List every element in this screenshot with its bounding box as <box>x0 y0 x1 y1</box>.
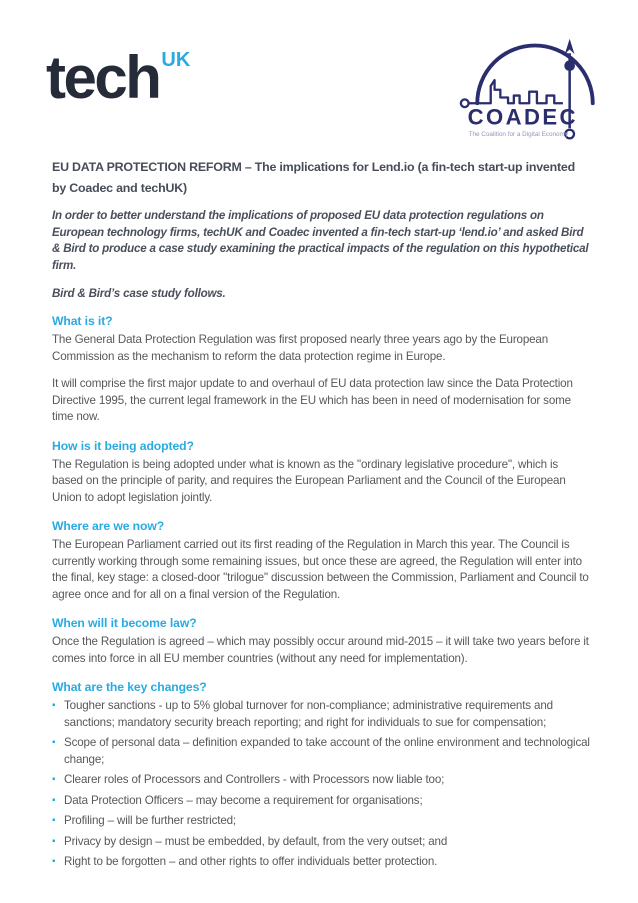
coadec-dome-arc <box>477 46 593 104</box>
sections <box>52 314 590 871</box>
paragraph: The European Parliament carried out its first reading of the Regulation in March this year. The Council is currently working through some remaining issues, but once these are agreed, the Regulation will enter into the final, key stage: a closed-door "trilogue" discussion between the Commission, Parliament and Council to agree once and for all on a final version of the Regulation. <box>52 538 589 601</box>
section-heading: Where are we now? <box>52 519 165 533</box>
bullet-item: ▪ Data Protection Officers – may become a requirement for organisations; <box>52 793 590 810</box>
paragraph: The Regulation is being adopted under what is known as the "ordinary legislative procedure", which is based on the principle of parity, and requires the European Parliament and the Council of the European Union to adopt legislation jointly. <box>52 457 566 504</box>
section-body <box>52 332 590 426</box>
coadec-pen-nib-icon <box>565 39 575 54</box>
bullet-item: ▪ Profiling – will be further restricted; <box>52 813 590 830</box>
bullet-item: ▪ Scope of personal data – definition expanded to take account of the online environment and technological change; <box>52 735 590 768</box>
techuk-logo-text: tech <box>46 44 160 111</box>
section-body <box>52 634 590 667</box>
coadec-clock-icon <box>564 60 575 71</box>
section-body <box>52 698 590 871</box>
paragraph: It will comprise the first major update to and overhaul of EU data protection law since the Data Protection Directive 1995, the current legal framework in the EU which has been in need of modernisation for some time now. <box>52 377 573 423</box>
document-section <box>52 314 590 426</box>
coadec-logo-text: COADEC <box>467 104 578 130</box>
document-section <box>52 439 590 507</box>
techuk-logo-superscript: UK <box>161 49 191 71</box>
coadec-logo <box>458 20 612 148</box>
intro-note: Bird & Bird’s case study follows. <box>52 287 226 300</box>
section-body <box>52 537 590 603</box>
section-heading: What are the key changes? <box>52 680 207 694</box>
bullet-item: ▪ Right to be forgotten – and other rights to offer individuals better protection. <box>52 854 590 871</box>
section-heading: What is it? <box>52 314 113 328</box>
coadec-skyline-icon <box>469 80 563 103</box>
bullet-item: ▪ Tougher sanctions - up to 5% global turnover for non-compliance; administrative requirements and sanctions; mandatory security breach reporting; and right for individuals to sue for compensation; <box>52 698 590 731</box>
section-heading: How is it being adopted? <box>52 438 194 453</box>
bullet-item: ▪ Clearer roles of Processors and Controllers - with Processors now liable too; <box>52 772 590 789</box>
coadec-logo-tagline: The Coalition for a Digital Economy <box>468 130 569 138</box>
intro-paragraph: In order to better understand the implications of proposed EU data protection regulations on European technology firms, techUK and Coadec invented a fin-tech start-up ‘lend.io’ and asked Bird & Bird to produce a case study examining the practical impacts of the regulation on this hypothetical firm. <box>52 209 589 272</box>
document-section <box>52 616 590 667</box>
section-body <box>52 457 590 507</box>
document-title: EU DATA PROTECTION REFORM – The implications for Lend.io (a fin-tech start-up invented by Coadec and techUK) <box>52 160 575 195</box>
techuk-logo <box>46 44 191 111</box>
bullet-item: ▪ Privacy by design – must be embedded, by default, from the very outset; and <box>52 834 590 851</box>
bullet-list <box>52 698 590 871</box>
document-section <box>52 680 590 871</box>
section-heading: When will it become law? <box>52 616 197 630</box>
paragraph: The General Data Protection Regulation was first proposed nearly three years ago by the European Commission as the mechanism to reform the data protection regime in Europe. <box>52 333 549 363</box>
document-content <box>52 157 590 875</box>
document-section <box>52 519 590 603</box>
paragraph: Once the Regulation is agreed – which may possibly occur around mid-2015 – it will take two years before it comes into force in all EU member countries (without any need for implementation). <box>52 635 589 665</box>
